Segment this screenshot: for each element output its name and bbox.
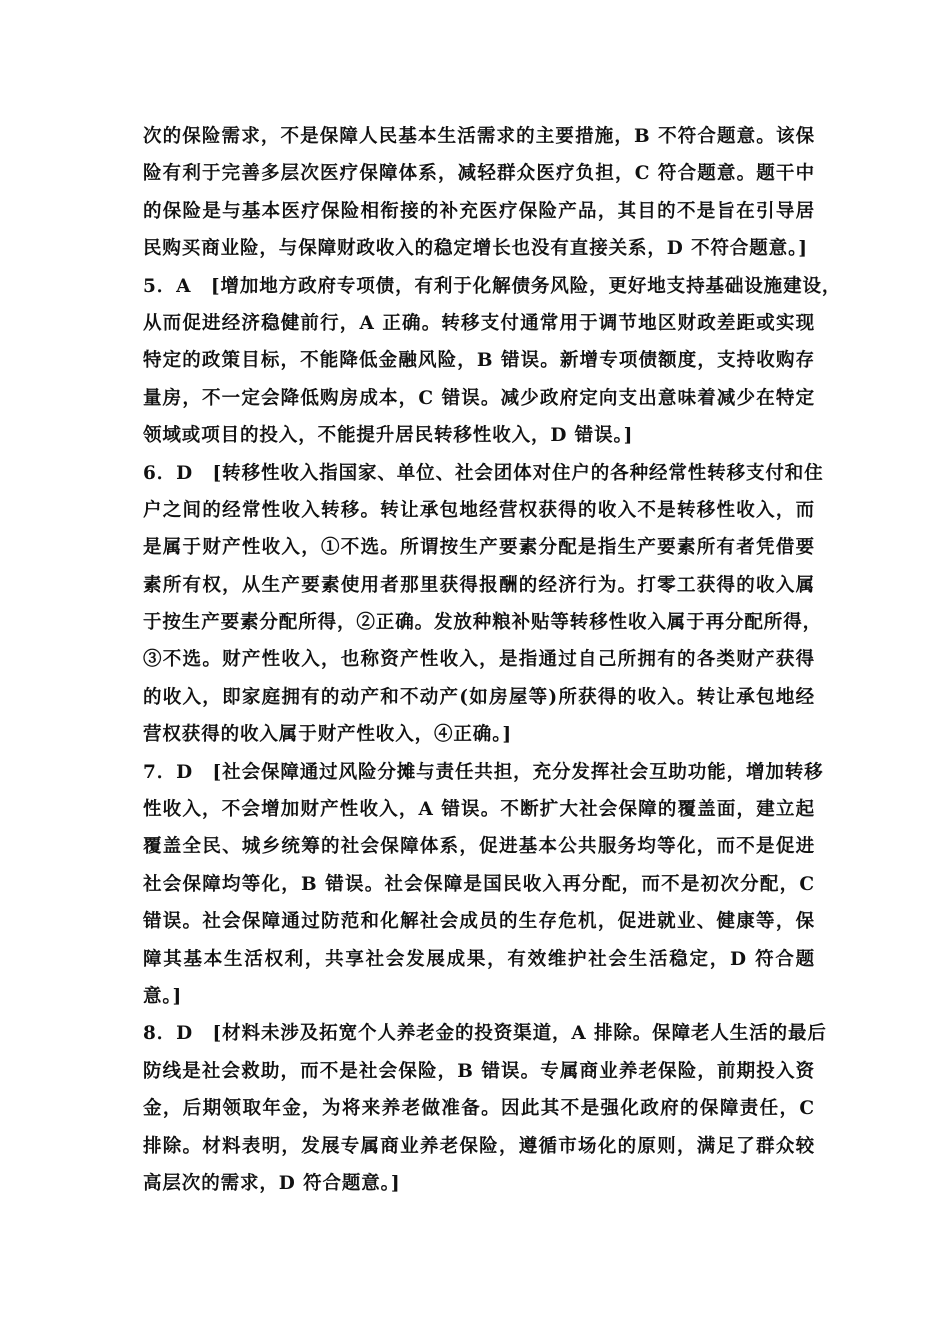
text-line: 高层次的需求，D 符合题意。] bbox=[143, 1172, 401, 1194]
paragraph-q6 bbox=[143, 455, 824, 754]
text-line: 错误。社会保障通过防范和化解社会成员的生存危机，促进就业、健康等，保 bbox=[143, 911, 815, 933]
text-line: 障其基本生活权利，共享社会发展成果，有效维护社会生活稳定，D 符合题 bbox=[143, 948, 815, 970]
text-line: 量房，不一定会降低购房成本，C 错误。减少政府定向支出意味着减少在特定 bbox=[143, 387, 815, 409]
text-line: 性收入，不会增加财产性收入，A 错误。不断扩大社会保障的覆盖面，建立起 bbox=[143, 799, 815, 821]
text-line: 于按生产要素分配所得，②正确。发放种粮补贴等转移性收入属于再分配所得， bbox=[143, 612, 823, 634]
paragraph-q5 bbox=[143, 268, 842, 455]
text-line: 6．D [转移性收入指国家、单位、社会团体对住户的各种经常性转移支付和住 bbox=[143, 462, 824, 484]
text-line: 8．D [材料未涉及拓宽个人养老金的投资渠道，A 排除。保障老人生活的最后 bbox=[143, 1023, 827, 1045]
text-line: 特定的政策目标，不能降低金融风险，B 错误。新增专项债额度，支持收购存 bbox=[143, 350, 815, 372]
answer-explanations bbox=[143, 118, 842, 1202]
text-line: 素所有权，从生产要素使用者那里获得报酬的经济行为。打零工获得的收入属 bbox=[143, 574, 815, 596]
text-line: ③不选。财产性收入，也称资产性收入，是指通过自己所拥有的各类财产获得 bbox=[143, 649, 815, 671]
text-line: 领域或项目的投入，不能提升居民转移性收入，D 错误。] bbox=[143, 425, 634, 447]
text-line: 的保险是与基本医疗保险相衔接的补充医疗保险产品，其目的不是旨在引导居 bbox=[143, 200, 815, 222]
paragraph-q7 bbox=[143, 754, 824, 1016]
text-line: 营权获得的收入属于财产性收入，④正确。] bbox=[143, 724, 513, 746]
text-line: 社会保障均等化，B 错误。社会保障是国民收入再分配，而不是初次分配，C bbox=[143, 873, 815, 895]
text-line: 5．A [增加地方政府专项债，有利于化解债务风险，更好地支持基础设施建设， bbox=[143, 275, 842, 297]
text-line: 金，后期领取年金，为将来养老做准备。因此其不是强化政府的保障责任，C bbox=[143, 1098, 815, 1120]
text-line: 从而促进经济稳健前行，A 正确。转移支付通常用于调节地区财政差距或实现 bbox=[143, 312, 815, 334]
text-line: 的收入，即家庭拥有的动产和不动产(如房屋等)所获得的收入。转让承包地经 bbox=[143, 686, 815, 708]
text-line: 户之间的经常性收入转移。转让承包地经营权获得的收入不是转移性收入，而 bbox=[143, 499, 815, 521]
text-line: 是属于财产性收入，①不选。所谓按生产要素分配是指生产要素所有者凭借要 bbox=[143, 537, 815, 559]
text-line: 险有利于完善多层次医疗保障体系，减轻群众医疗负担，C 符合题意。题干中 bbox=[143, 163, 815, 185]
paragraph-q8 bbox=[143, 1015, 827, 1202]
paragraph-q4-continuation bbox=[143, 118, 815, 268]
text-line: 民购买商业险，与保障财政收入的稳定增长也没有直接关系，D 不符合题意。] bbox=[143, 238, 808, 260]
text-line: 7．D [社会保障通过风险分摊与责任共担，充分发挥社会互助功能，增加转移 bbox=[143, 761, 824, 783]
text-line: 防线是社会救助，而不是社会保险，B 错误。专属商业养老保险，前期投入资 bbox=[143, 1060, 815, 1082]
text-line: 覆盖全民、城乡统筹的社会保障体系，促进基本公共服务均等化，而不是促进 bbox=[143, 836, 815, 858]
text-line: 排除。材料表明，发展专属商业养老保险，遵循市场化的原则，满足了群众较 bbox=[143, 1135, 815, 1157]
text-line: 意。] bbox=[143, 985, 183, 1007]
text-line: 次的保险需求，不是保障人民基本生活需求的主要措施，B 不符合题意。该保 bbox=[143, 126, 815, 147]
